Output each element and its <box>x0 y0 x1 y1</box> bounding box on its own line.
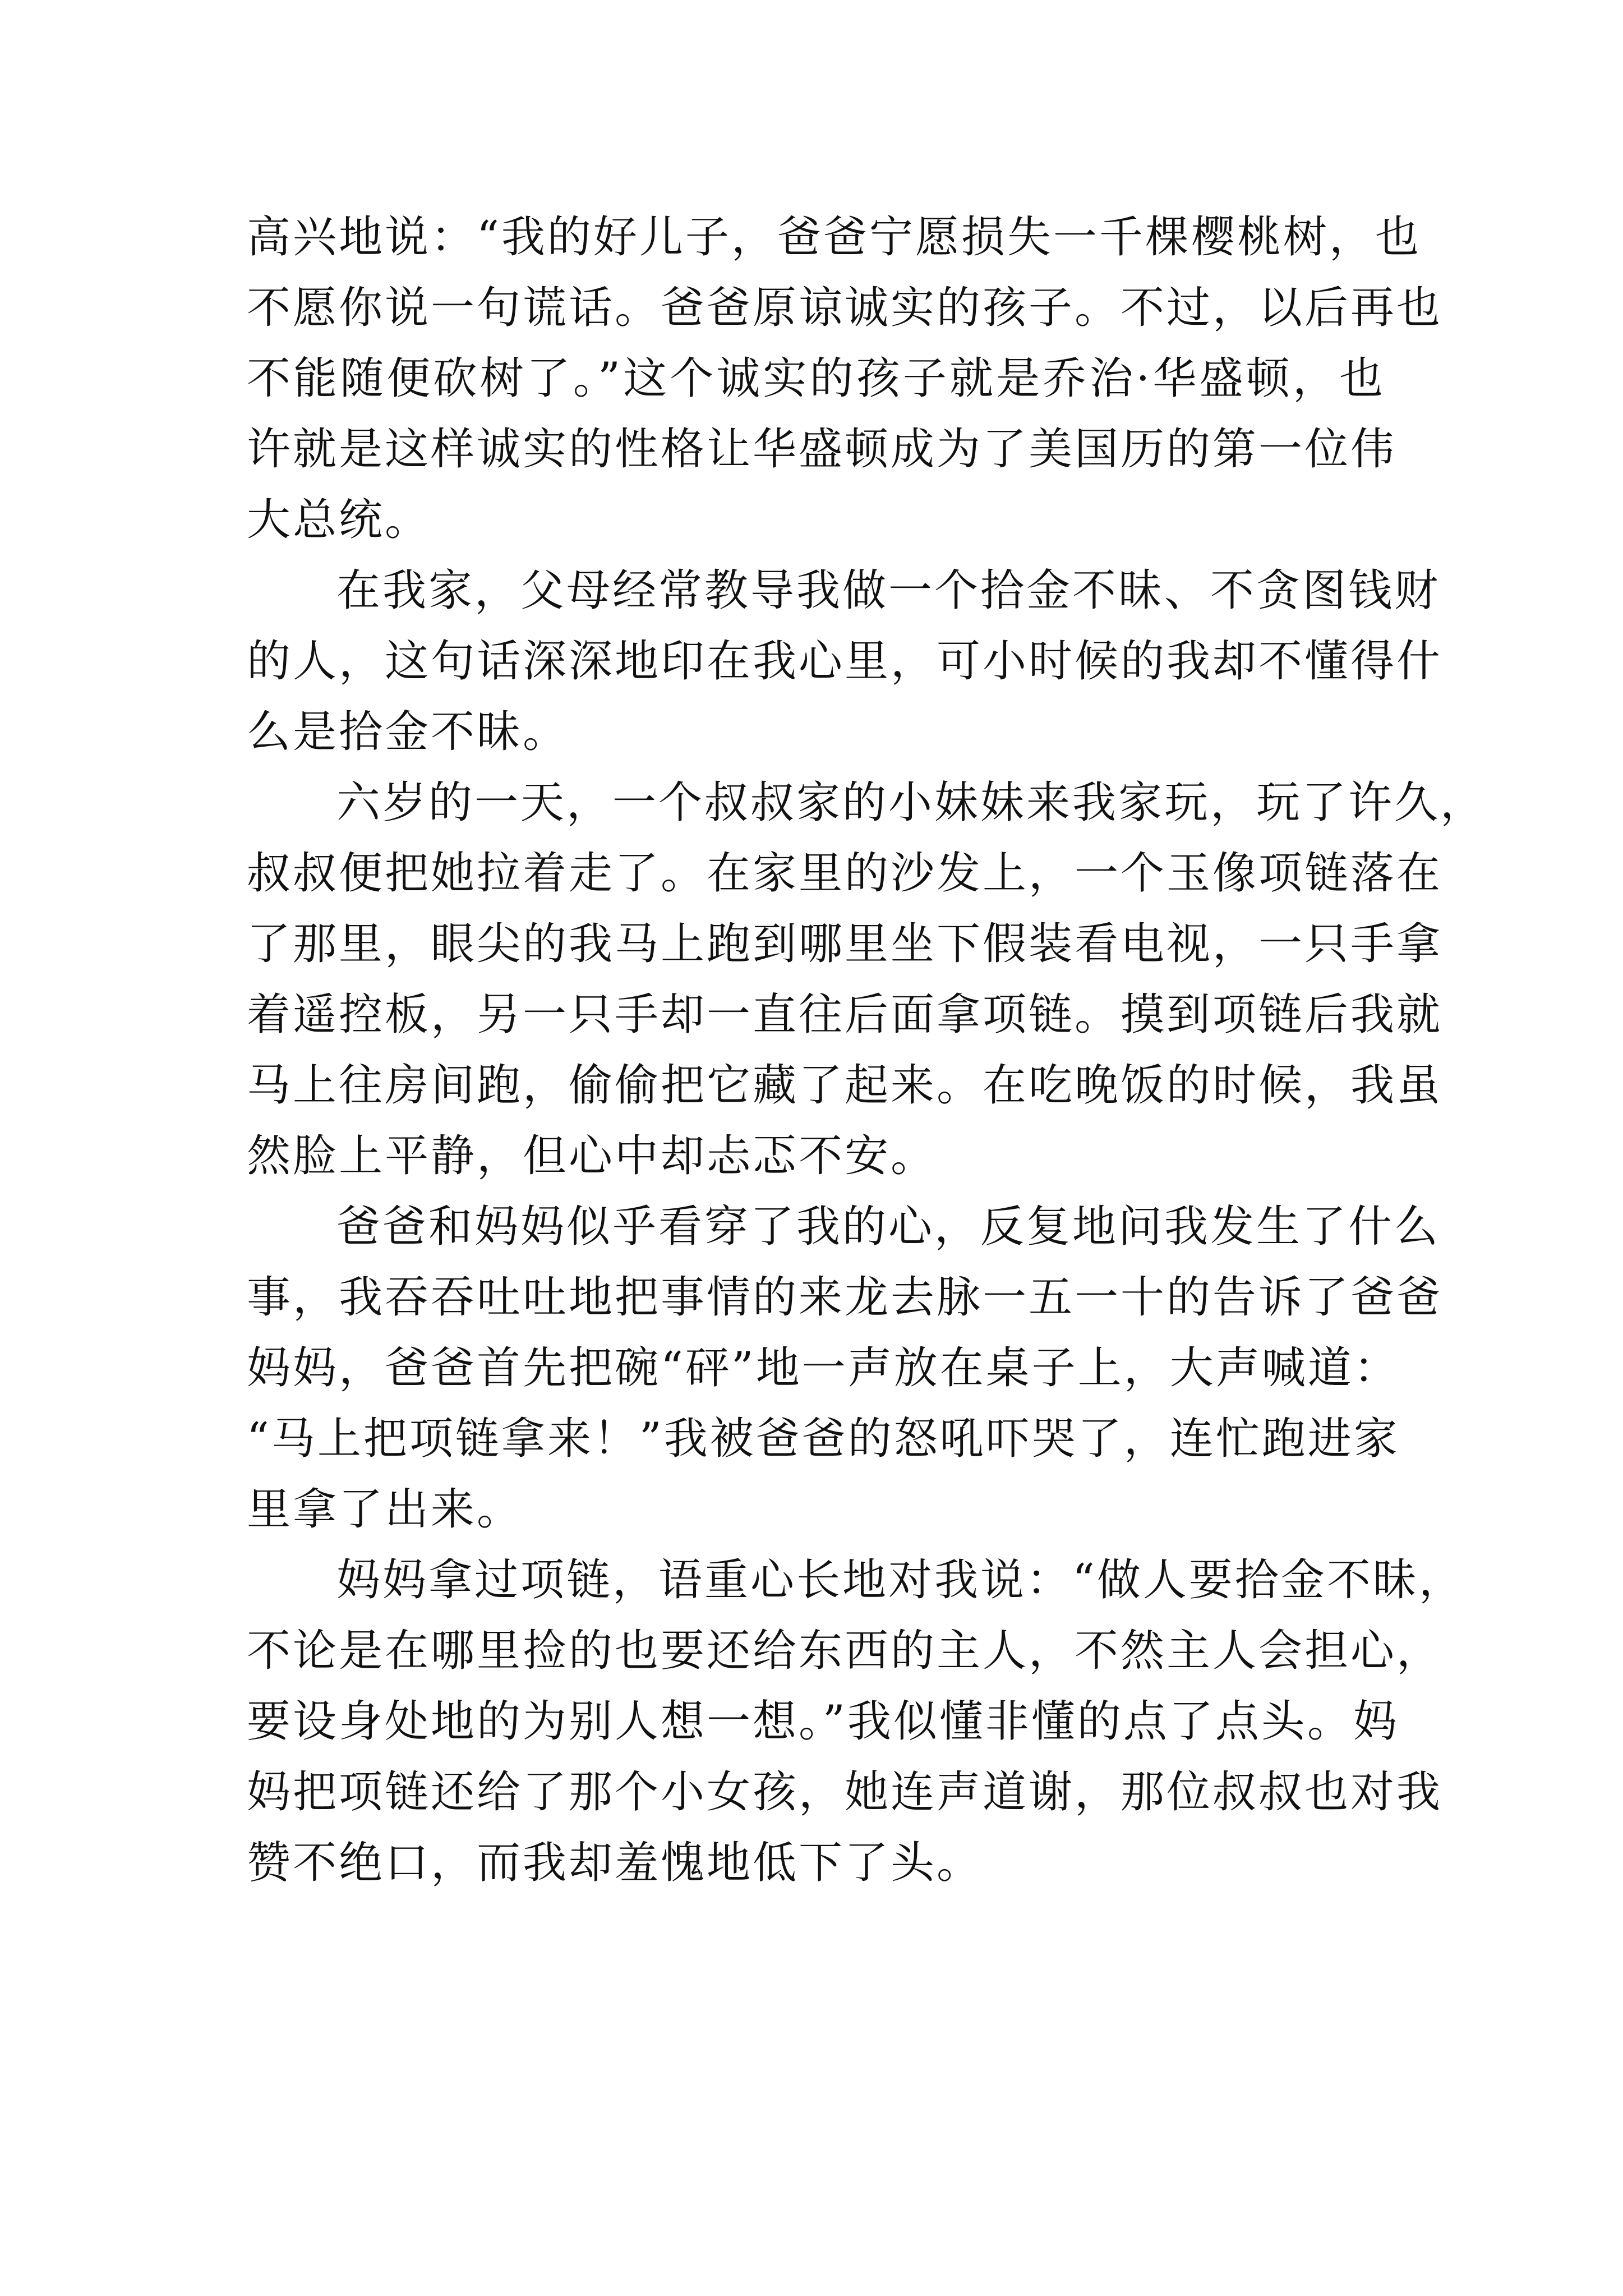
paragraph-5-line-3: 要设身处地的为别人想一想。”我似懂非懂的点了点头。妈 <box>247 1696 1399 1747</box>
paragraph-2-line-2: 的人，这句话深深地印在我心里，可小时候的我却不懂得什 <box>247 636 1443 687</box>
paragraph-5-line-5: 赞不绝口，而我却羞愧地低下了头。 <box>247 1838 983 1888</box>
paragraph-4-line-3: 妈妈，爸爸首先把碗“砰”地一声放在桌子上，大声喊道： <box>247 1343 1400 1393</box>
paragraph-1-line-3: 不能随便砍树了。”这个诚实的孩子就是乔治·华盛顿，也 <box>247 353 1385 404</box>
paragraph-3-line-4: 着遥控板，另一只手却一直往后面拿项链。摸到项链后我就 <box>247 990 1443 1040</box>
paragraph-3-line-3: 了那里，眼尖的我马上跑到哪里坐下假装看电视，一只手拿 <box>247 919 1443 969</box>
paragraph-1-line-4: 许就是这样诚实的性格让华盛顿成为了美国历的第一位伟 <box>247 424 1397 475</box>
paragraph-4-line-4: “马上把项链拿来！”我被爸爸的怒吼吓哭了，连忙跑进家 <box>247 1414 1400 1464</box>
paragraph-1-line-5: 大总统。 <box>247 495 431 545</box>
paragraph-2-line-3: 么是拾金不昧。 <box>247 707 569 757</box>
document-body <box>247 202 1487 1898</box>
paragraph-4-line-2: 事，我吞吞吐吐地把事情的来龙去脉一五一十的告诉了爸爸 <box>247 1272 1443 1323</box>
paragraph-3-line-6: 然脸上平静，但心中却忐忑不安。 <box>247 1131 937 1181</box>
paragraph-1-line-1: 高兴地说：“我的好儿子，爸爸宁愿损失一千棵樱桃树，也 <box>247 212 1421 263</box>
paragraph-1-line-2: 不愿你说一句谎话。爸爸原谅诚实的孩子。不过，以后再也 <box>247 283 1443 333</box>
paragraph-5-line-1: 妈妈拿过项链，语重心长地对我说：“做人要拾金不昧， <box>336 1555 1465 1605</box>
paragraph-4-line-1: 爸爸和妈妈似乎看穿了我的心，反复地问我发生了什么 <box>336 1202 1441 1252</box>
paragraph-3-line-2: 叔叔便把她拉着走了。在家里的沙发上，一个玉像项链落在 <box>247 848 1443 899</box>
paragraph-4-line-5: 里拿了出来。 <box>247 1484 523 1535</box>
paragraph-5-line-4: 妈把项链还给了那个小女孩，她连声道谢，那位叔叔也对我 <box>247 1767 1443 1818</box>
paragraph-3-line-5: 马上往房间跑，偷偷把它藏了起来。在吃晚饭的时候，我虽 <box>247 1060 1443 1111</box>
paragraph-3-line-1: 六岁的一天，一个叔叔家的小妹妹来我家玩，玩了许久， <box>336 777 1487 828</box>
paragraph-5-line-2: 不论是在哪里捡的也要还给东西的主人，不然主人会担心， <box>247 1626 1443 1676</box>
paragraph-2-line-1: 在我家，父母经常教导我做一个拾金不昧、不贪图钱财 <box>336 565 1441 616</box>
